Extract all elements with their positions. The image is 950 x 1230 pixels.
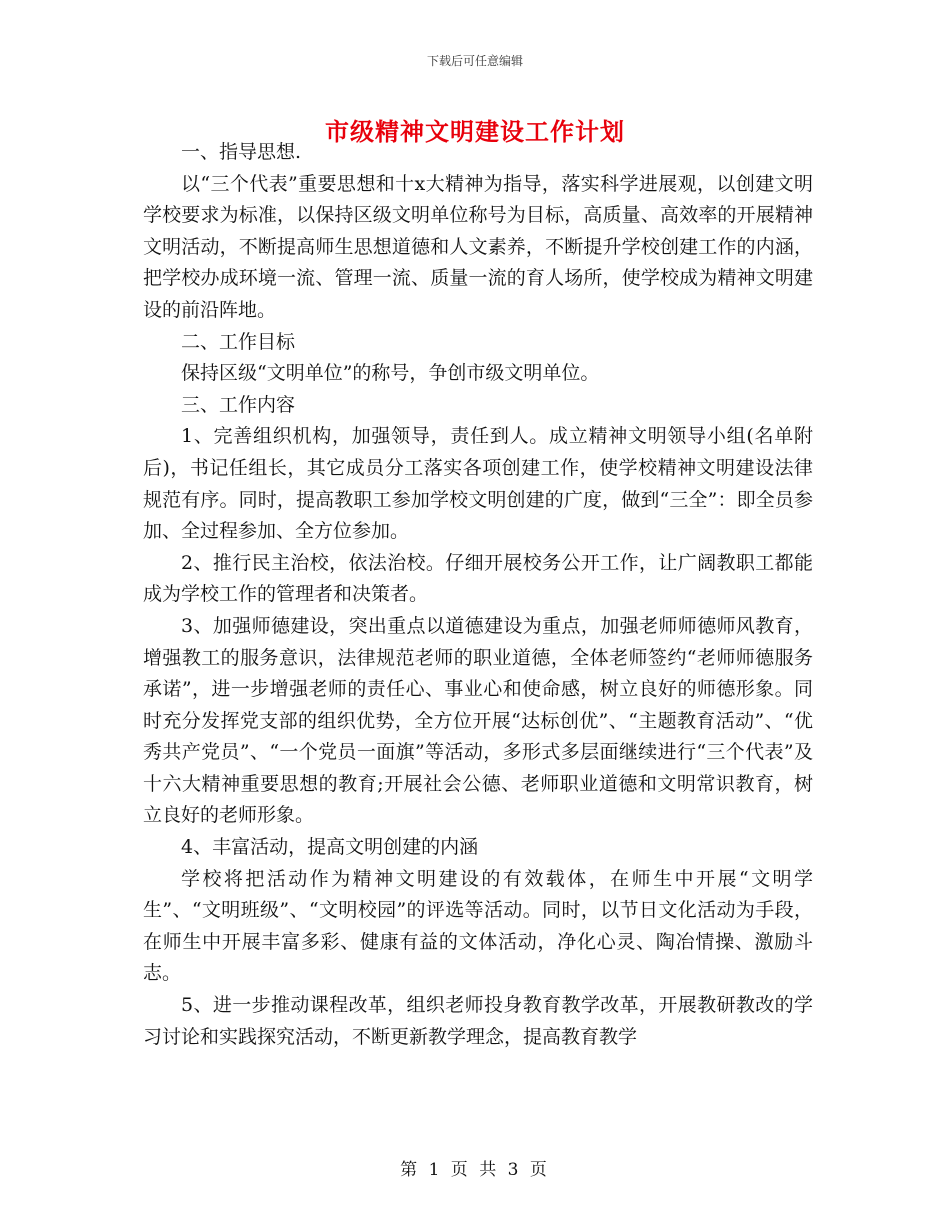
page-header-note: 下载后可任意编辑 — [426, 54, 523, 68]
paragraph-guiding-ideology: 以“三个代表”重要思想和十x大精神为指导，落实科学进展观，以创建文明学校要求为标准，以保持区级文明单位称号为目标，高质量、高效率的开展精神文明活动，不断提高师生思想道德和人文素养，不断提升学校创建工作的内涵，把学校办成环境一流、管理一流、质量一流的育人场所，使学校成为精神文明建设的前沿阵地。 — [143, 172, 813, 321]
paragraph-item-5: 5、进一步推动课程改革，组织老师投身教育教学改革，开展教研教改的学习讨论和实践探究活动，不断更新教学理念，提高教育教学 — [143, 994, 813, 1048]
paragraph-item-4-body: 学校将把活动作为精神文明建设的有效载体，在师生中开展“文明学生”、“文明班级”、“文明校园”的评选等活动。同时，以节日文化活动为手段，在师生中开展丰富多彩、健康有益的文体活动，净化心灵、陶冶情操、激励斗志。 — [143, 867, 813, 985]
document-body — [143, 137, 813, 1053]
section-heading-work-content: 三、工作内容 — [181, 393, 296, 416]
page-footer-number: 第 1 页 共 3 页 — [400, 1160, 550, 1180]
document-title: 市级精神文明建设工作计划 — [325, 117, 625, 146]
paragraph-item-1: 1、完善组织机构，加强领导，责任到人。成立精神文明领导小组(名单附后)，书记任组长，其它成员分工落实各项创建工作，使学校精神文明建设法律规范有序。同时，提高教职工参加学校文明创建的广度，做到“三全”：即全员参加、全过程参加、全方位参加。 — [143, 425, 813, 543]
paragraph-item-4-heading: 4、丰富活动，提高文明创建的内涵 — [181, 836, 479, 859]
paragraph-item-3: 3、加强师德建设，突出重点以道德建设为重点，加强老师师德师风教育，增强教工的服务意识，法律规范老师的职业道德，全体老师签约“老师师德服务承诺”，进一步增强老师的责任心、事业心和使命感，树立良好的师德形象。同时充分发挥党支部的组织优势，全方位开展“达标创优”、“主题教育活动”、“优秀共产党员”、“一个党员一面旗”等活动，多形式多层面继续进行“三个代表”及十六大精神重要思想的教育;开展社会公德、老师职业道德和文明常识教育，树立良好的老师形象。 — [143, 614, 813, 827]
section-heading-work-goal: 二、工作目标 — [181, 330, 296, 353]
paragraph-item-2: 2、推行民主治校，依法治校。仔细开展校务公开工作，让广阔教职工都能成为学校工作的管理者和决策者。 — [143, 551, 813, 606]
section-heading-guiding-ideology: 一、指导思想. — [181, 141, 302, 163]
paragraph-work-goal: 保持区级“文明单位”的称号，争创市级文明单位。 — [181, 362, 600, 385]
